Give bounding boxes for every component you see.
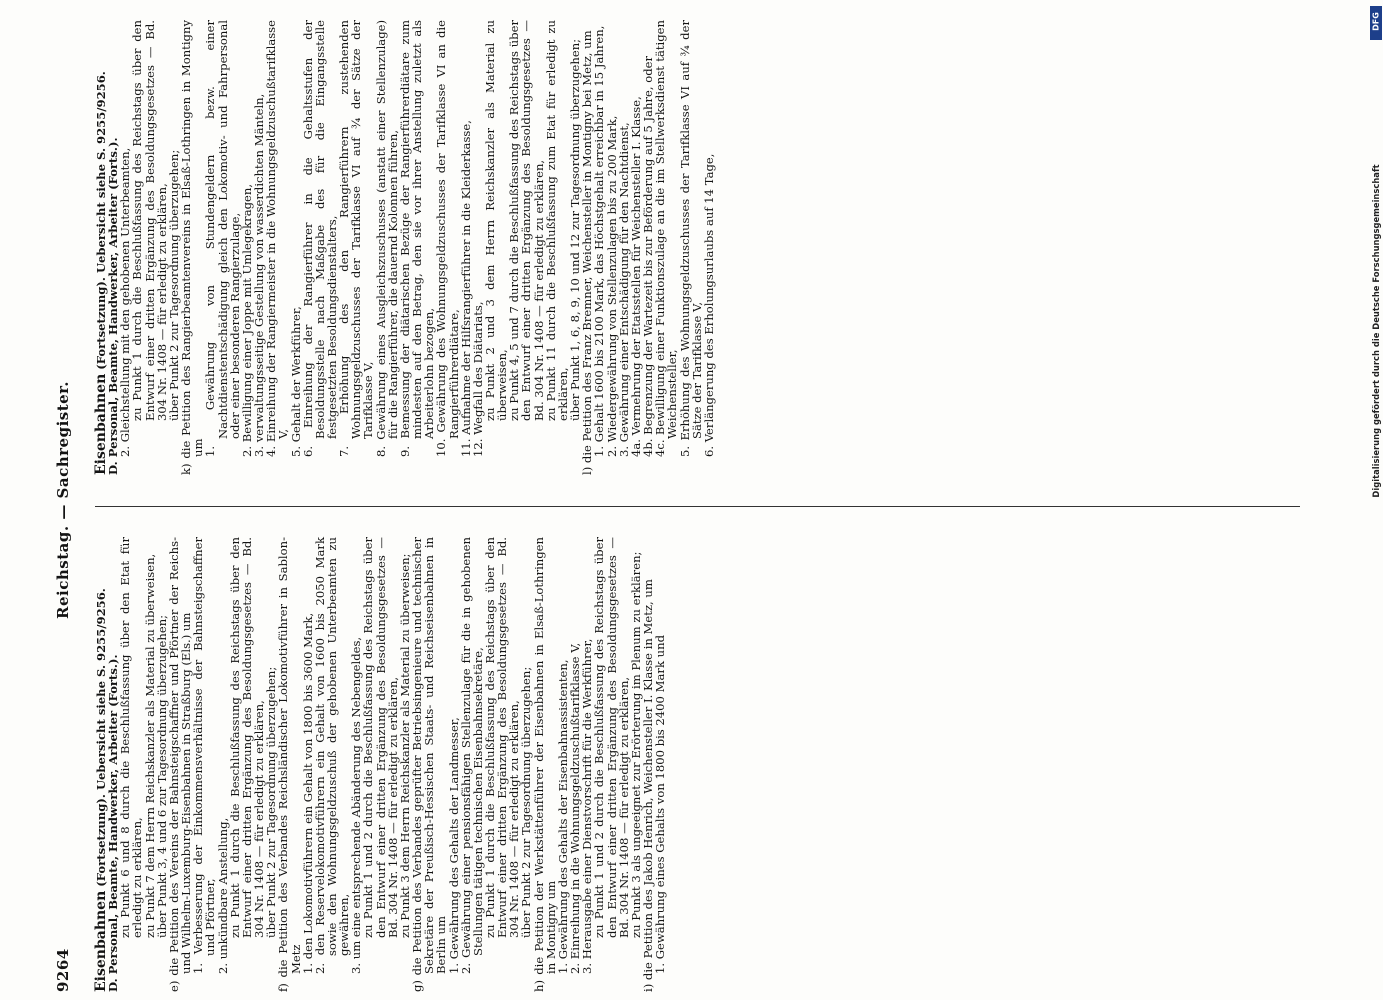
register-entry: 11. Aufnahme der Hilfsrangierführer in die Kleiderkasse,: [458, 120, 473, 457]
register-entry: 2. Bewilligung einer Joppe mit Umlegekragen,: [239, 183, 254, 457]
register-entry: k) die Petition des Rangierbeamtenvereins in Elsaß-Lothringen in Montigny um: [179, 20, 206, 475]
register-entry: 2. Gewährung einer pensionsfähigen Stellenzulage für die in gehobenen Stellungen tätigen technischen Eisenbahnsekretäre,: [458, 537, 485, 974]
page-number: 9264: [54, 948, 72, 992]
register-entry: l) die Petition des Franz Bremner, Weichensteller in Montigny bei Metz, um: [580, 30, 595, 475]
register-entry: 5. Gehalt der Werkführer,: [288, 306, 303, 457]
register-entry: 1. Verbesserung der Einkommensverhältnisse der Bahnsteigschaffner und Pförtner,: [191, 537, 218, 974]
register-entry: 3. Herausgabe einer Dienstvorschrift für die Werkführer,: [580, 638, 595, 974]
register-entry: 4a. Vermehrung der Etatsstellen für Weichensteller I. Klasse,: [628, 96, 643, 457]
register-entry: zu Punkt 11 durch die Beschlußfassung zum Etat für erledigt zu erklären,: [543, 20, 570, 421]
register-entry: g) die Petition des Verbandes geprüfter Betriebsingenieure und technischer Sekretäre der Preußisch-Hessischen Staats- und Reichseisenbahnen in Berlin um: [410, 537, 449, 992]
register-entry: 1. Gewährung von Stundengeldern bezw. einer Nachtdienstentschädigung gleich den Lokomotiv- und Fahrpersonal oder einer besonderen Rangierzulage,: [203, 20, 242, 457]
register-entry: über Punkt 1, 6, 8, 9, 10 und 12 zur Tagesordnung überzugehen;: [568, 38, 583, 421]
rotated-page-content: [55, 0, 1320, 1000]
register-entry: über Punkt 2 zur Tagesordnung überzugehen;: [519, 666, 534, 938]
register-entry: h) die Petition der Werkstättenführer der Eisenbahnen in Elsaß-Lothringen in Montigny um: [531, 537, 558, 992]
register-entry: 6. Verlängerung des Erholungsurlaubs auf 14 Tage,: [701, 153, 716, 457]
register-entry: 4b. Begrenzung der Wartezeit bis zur Beförderung auf 5 Jahre, oder: [641, 55, 656, 457]
register-entry: 1. Gehalt 1600 bis 2100 Mark, das Höchstgehalt erreichbar in 15 Jahren,: [592, 25, 607, 457]
page-header: [55, 0, 77, 1000]
register-entry: zu Punkt 1 und 2 durch die Beschlußfassung des Reichstags über den Entwurf einer dritten Ergänzung des Besoldungsgesetzes — Bd. 304 Nr. 1408 — für erledigt zu erklären,: [592, 537, 631, 938]
register-entry: zu Punkt 6 und 8 durch die Beschlußfassung über den Etat für erledigt zu erklären,: [118, 537, 145, 938]
register-entry: 1. Gewährung des Gehalts der Eisenbahnassistenten,: [555, 659, 570, 974]
register-entry: 2. Gleichstellung mit den gehobenen Unterbeamten,: [118, 147, 133, 457]
register-entry: 6. Einreihung der Rangierführer in die Gehaltsstufen der Besoldungsstelle nach Maßgabe des für die Eingangsstelle festgesetzten Besoldungsdienstalters,: [300, 20, 339, 457]
register-entry: zu Punkt 3 dem Herrn Reichskanzler als Material zu überweisen;: [397, 553, 412, 938]
register-entry: 5. Erhöhung des Wohnungsgeldzuschusses der Tarifklasse VI auf ¾ der Sätze der Tarifklasse V,: [677, 20, 704, 457]
heading-rest: (Fortsetzung). Uebersicht siehe S. 9255/9256.: [94, 588, 108, 891]
register-entry: 4c. Bewilligung einer Funktionszulage an die im Stellwerksdienst tätigen Weichensteller,: [653, 20, 680, 457]
heading-rest: (Fortsetzung). Uebersicht siehe S. 9255/9256.: [94, 71, 108, 374]
right-column-body: [119, 20, 715, 475]
left-column: [95, 537, 666, 992]
register-entry: f) die Petition des Verbandes Reichsländischer Lokomotivführer in Sablon-Metz: [276, 537, 303, 992]
register-entry: 10. Gewährung des Wohnungsgeldzuschusses der Tarifklasse VI an die Rangierführerdiätare,: [434, 20, 461, 457]
register-entry: zu Punkt 1 und 2 durch die Beschlußfassung des Reichstags über den Entwurf einer dritten Ergänzung des Besoldungsgesetzes — Bd. 304 Nr. 1408 — für erledigt zu erklären,: [361, 537, 400, 938]
register-entry: 2. Wiedergewährung von Stellenzulagen bis zu 200 Mark,: [604, 115, 619, 457]
register-entry: i) die Petition des Jakob Henrich, Weichensteller I. Klasse in Metz, um: [641, 579, 656, 992]
dfg-logo-text: DFG: [1371, 12, 1381, 31]
register-entry: zu Punkt 1 durch die Beschlußfassung des Reichstags über den Entwurf einer dritten Ergänzung des Besoldungsgesetzes — Bd. 304 Nr. 1408 — für erledigt zu erklären,: [227, 537, 267, 938]
register-entry: 3. um eine entsprechende Abänderung des Nebengeldes,: [349, 636, 364, 974]
register-entry: zu Punkt 1 durch die Beschlußfassung des Reichstags über den Entwurf einer dritten Ergänzung des Besoldungsgesetzes — Bd. 304 Nr. 1408 — für erledigt zu erklären,: [483, 537, 522, 938]
running-title: Reichstag. — Sachregister.: [54, 381, 72, 619]
register-entry: 1. Gewährung des Gehalts der Landmesser,: [446, 717, 461, 974]
register-entry: 3. Gewährung einer Entschädigung für den Nachtdienst,: [616, 122, 631, 457]
register-entry: 12. Wegfall des Diätariats,: [470, 301, 485, 457]
register-entry: 2. den Reservelokomotivführern ein Gehalt von 1600 bis 2050 Mark sowie den Wohnungsgeldzuschuß der gehobenen Unterbeamten zu gewähren,: [312, 537, 352, 974]
register-entry: 2. Einreihung in die Wohnungsgeldzuschußtarifklasse V,: [568, 642, 583, 974]
register-entry: zu Punkt 4, 5 und 7 durch die Beschlußfassung des Reichstags über den Entwurf einer dritten Ergänzung des Besoldungsgesetzes — Bd. 304 Nr. 1408 — für erledigt zu erklären,: [507, 20, 546, 421]
register-entry: 8. Gewährung eines Ausgleichszuschusses (anstatt einer Stellenzulage) für die Rangierführer, die dauernd Kolonnen führen,: [373, 20, 400, 457]
register-entry: über Punkt 2 zur Tagesordnung überzugehen;: [264, 666, 279, 938]
register-entry: 1. den Lokomotivführern ein Gehalt von 1800 bis 3600 Mark,: [300, 612, 315, 974]
register-entry: über Punkt 2 zur Tagesordnung überzugehen;: [166, 149, 181, 421]
funding-notice: Digitalisierung gefördert durch die Deutsche Forschungsgemeinschaft: [1371, 164, 1381, 498]
right-column: [95, 20, 715, 475]
column-subheading: D. Personal, Beamte, Handwerker, Arbeiter (Forts.).: [106, 654, 121, 992]
register-entry: e) die Petition des Vereins der Bahnsteigschaffner und Pförtner der Reichs- und Wilhelm-Luxemburg-Eisenbahnen in Straßburg (Els.) um: [166, 537, 194, 992]
register-entry: 3. verwaltungsseitige Gestellung von wasserdichten Mänteln,: [252, 93, 267, 457]
digitization-stamp: [1370, 6, 1382, 996]
register-entry: 7. Erhöhung des den Rangierführern zustehenden Wohnungsgeldzuschusses der Tarifklasse VI auf ¾ der Sätze der Tarifklasse V,: [337, 20, 376, 457]
register-entry: 4. Einreihung der Rangiermeister in die Wohnungsgeldzuschußtarifklasse V,: [264, 20, 291, 457]
register-entry: über Punkt 3, 4 und 6 zur Tagesordnung überzugehen;: [154, 614, 169, 938]
register-entry: zu Punkt 2 und 3 dem Herrn Reichskanzler als Material zu überweisen,: [483, 20, 510, 421]
left-column-body: [119, 537, 666, 992]
register-entry: zu Punkt 7 dem Herrn Reichskanzler als Material zu überweisen,: [142, 553, 157, 938]
column-divider: [95, 506, 1300, 507]
register-entry: 1. Gewährung eines Gehalts von 1800 bis 2400 Mark und: [653, 634, 668, 974]
heading-keyword: Eisenbahnen: [93, 373, 109, 475]
register-entry: zu Punkt 3 als ungeeignet zur Erörterung im Plenum zu erklären;: [628, 551, 643, 938]
register-entry: zu Punkt 1 durch die Beschlußfassung des Reichstags über den Entwurf einer dritten Ergänzung des Besoldungsgesetzes — Bd. 304 Nr. 1408 — für erledigt zu erklären,: [130, 20, 169, 421]
heading-keyword: Eisenbahnen: [93, 890, 109, 992]
column-subheading: D. Personal, Beamte, Handwerker, Arbeiter (Forts.).: [106, 137, 121, 475]
register-entry: 2. unkündbare Anstellung,: [215, 817, 230, 974]
register-entry: 9. Bemessung der diätarischen Bezüge der Rangierführerdiätare zum mindesten auf den Betrag, den sie vor ihrer Anstellung zuletzt als Arbeiterlohn bezogen,: [397, 20, 437, 457]
